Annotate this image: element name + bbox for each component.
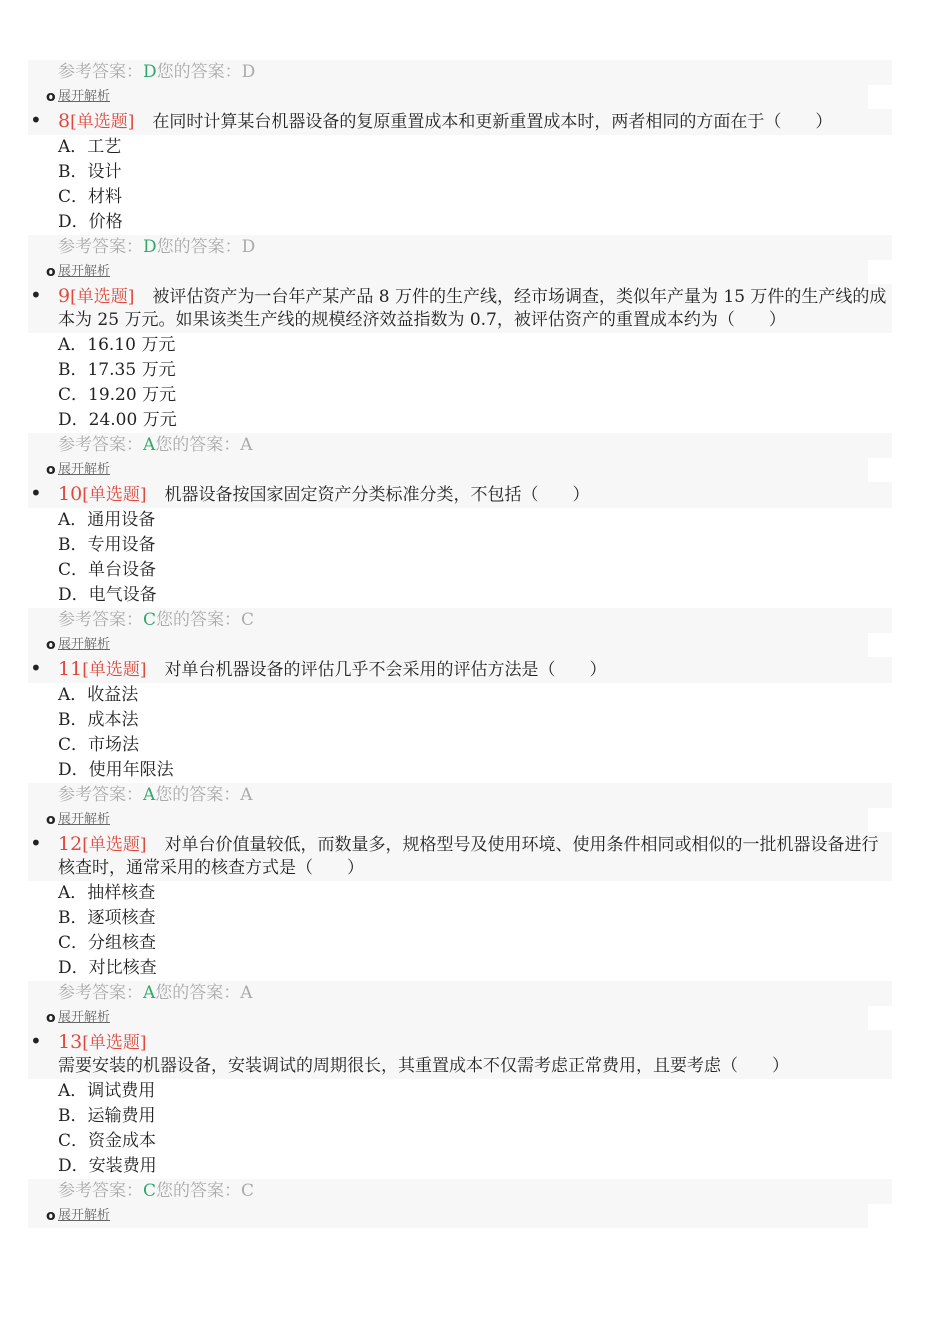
bullet-icon: • [30,108,42,132]
bullet-icon: • [30,831,42,855]
question-number: 8 [58,110,71,132]
answer-option[interactable]: A．调试费用 [58,1081,156,1101]
answer-row [28,783,892,808]
question-text: 在同时计算某台机器设备的复原重置成本和更新重置成本时，两者相同的方面在于（ ） [152,112,833,132]
answer-row [28,981,892,1006]
your-answer-label: 您的答案： [156,1181,242,1201]
ref-answer-label: 参考答案： [58,610,143,630]
answer-option[interactable]: D．安装费用 [58,1156,157,1176]
circle-bullet-icon: o [46,1010,56,1026]
answer-option[interactable]: C．分组核查 [58,933,157,953]
ref-answer-value: C [143,610,157,630]
bullet-icon: • [30,283,42,307]
your-answer-value: C [241,1181,255,1201]
question-text: 对单台价值量较低，而数量多，规格型号及使用环境、使用条件相同或相似的一批机器设备进行核查时，通常采用的核查方式是（ ） [58,835,879,878]
question-type: [单选题] [70,287,135,307]
answer-row [28,60,892,85]
answer-option[interactable]: D．电气设备 [58,585,157,605]
expand-analysis-link[interactable]: 展开解析 [58,264,111,279]
question-number: 12 [58,833,83,855]
expand-analysis-link[interactable]: 展开解析 [58,637,111,652]
ref-answer-value: A [143,785,156,805]
question-number: 11 [58,658,83,680]
expand-row [28,1204,868,1228]
answer-option[interactable]: D．价格 [58,212,123,232]
question-text: 被评估资产为一台年产某产品 8 万件的生产线，经市场调查，类似年产量为 15 万件的生产线的成本为 25 万元。如果该类生产线的规模经济效益指数为 0.7，被评估资产的重置成本约为（ ） [58,287,887,330]
expand-row [28,85,868,109]
answer-option[interactable]: D．使用年限法 [58,760,174,780]
answer-option[interactable]: C．材料 [58,187,123,207]
question-text: 机器设备按国家固定资产分类标准分类，不包括（ ） [164,485,590,505]
ref-answer-value: A [143,983,156,1003]
question-stem [28,284,892,333]
your-answer-value: A [240,983,253,1003]
expand-analysis-link[interactable]: 展开解析 [58,812,111,827]
your-answer-value: C [241,610,255,630]
ref-answer-value: D [143,62,157,82]
ref-answer-label: 参考答案： [58,1181,143,1201]
question-stem [28,1030,892,1079]
answer-option[interactable]: B．设计 [58,162,122,182]
question-type: [单选题] [82,660,147,680]
your-answer-value: D [241,62,256,82]
ref-answer-value: D [143,237,157,257]
answer-row [28,1179,892,1204]
answer-row [28,235,892,260]
answer-option[interactable]: C．资金成本 [58,1131,157,1151]
expand-analysis-link[interactable]: 展开解析 [58,1010,111,1025]
answer-option[interactable]: B．运输费用 [58,1106,156,1126]
answer-option[interactable]: B．专用设备 [58,535,156,555]
ref-answer-label: 参考答案： [58,785,143,805]
your-answer-label: 您的答案： [155,785,241,805]
answer-option[interactable]: A．16.10 万元 [58,335,176,355]
your-answer-label: 您的答案： [155,435,241,455]
answer-row [28,608,892,633]
answer-option[interactable]: C．单台设备 [58,560,157,580]
question-number: 9 [58,285,71,307]
circle-bullet-icon: o [46,264,56,280]
circle-bullet-icon: o [46,462,56,478]
question-type: [单选题] [82,485,147,505]
quiz-page [0,60,950,1228]
question-list [0,109,950,1228]
your-answer-label: 您的答案： [156,610,242,630]
question-text: 需要安装的机器设备，安装调试的周期很长，其重置成本不仅需考虑正常费用，且要考虑（ ） [58,1056,789,1076]
question-stem [28,482,892,508]
expand-row [28,1006,868,1030]
your-answer-value: D [241,237,256,257]
expand-row [28,260,868,284]
circle-bullet-icon: o [46,812,56,828]
expand-row [28,808,868,832]
ref-answer-label: 参考答案： [58,983,143,1003]
bullet-icon: • [30,481,42,505]
circle-bullet-icon: o [46,89,56,105]
circle-bullet-icon: o [46,637,56,653]
answer-option[interactable]: C．19.20 万元 [58,385,177,405]
question-type: [单选题] [70,112,135,132]
question-number: 13 [58,1031,83,1053]
ref-answer-label: 参考答案： [58,237,143,257]
question-type: [单选题] [82,835,147,855]
ref-answer-value: C [143,1181,157,1201]
answer-option[interactable]: A．工艺 [58,137,122,157]
answer-option[interactable]: A．抽样核查 [58,883,156,903]
bullet-icon: • [30,656,42,680]
your-answer-label: 您的答案： [156,62,242,82]
your-answer-label: 您的答案： [155,983,241,1003]
expand-analysis-link[interactable]: 展开解析 [58,89,111,104]
circle-bullet-icon: o [46,1208,56,1224]
question-stem [28,109,892,135]
answer-option[interactable]: B．成本法 [58,710,139,730]
question-text: 对单台机器设备的评估几乎不会采用的评估方法是（ ） [164,660,607,680]
answer-option[interactable]: A．通用设备 [58,510,156,530]
answer-option[interactable]: B．17.35 万元 [58,360,176,380]
your-answer-label: 您的答案： [156,237,242,257]
question-number: 10 [58,483,83,505]
expand-analysis-link[interactable]: 展开解析 [58,462,111,477]
expand-analysis-link[interactable]: 展开解析 [58,1208,111,1223]
expand-row [28,458,868,482]
answer-option[interactable]: C．市场法 [58,735,140,755]
answer-option[interactable]: A．收益法 [58,685,139,705]
answer-row [28,433,892,458]
bullet-icon: • [30,1029,42,1053]
question-type: [单选题] [82,1033,147,1053]
question-stem [28,657,892,683]
answer-option[interactable]: D．24.00 万元 [58,410,177,430]
answer-option[interactable]: D．对比核查 [58,958,157,978]
ref-answer-label: 参考答案： [58,435,143,455]
question-stem [28,832,892,881]
ref-answer-value: A [143,435,156,455]
ref-answer-label: 参考答案： [58,62,143,82]
your-answer-value: A [240,435,253,455]
your-answer-value: A [240,785,253,805]
answer-option[interactable]: B．逐项核查 [58,908,156,928]
expand-row [28,633,868,657]
